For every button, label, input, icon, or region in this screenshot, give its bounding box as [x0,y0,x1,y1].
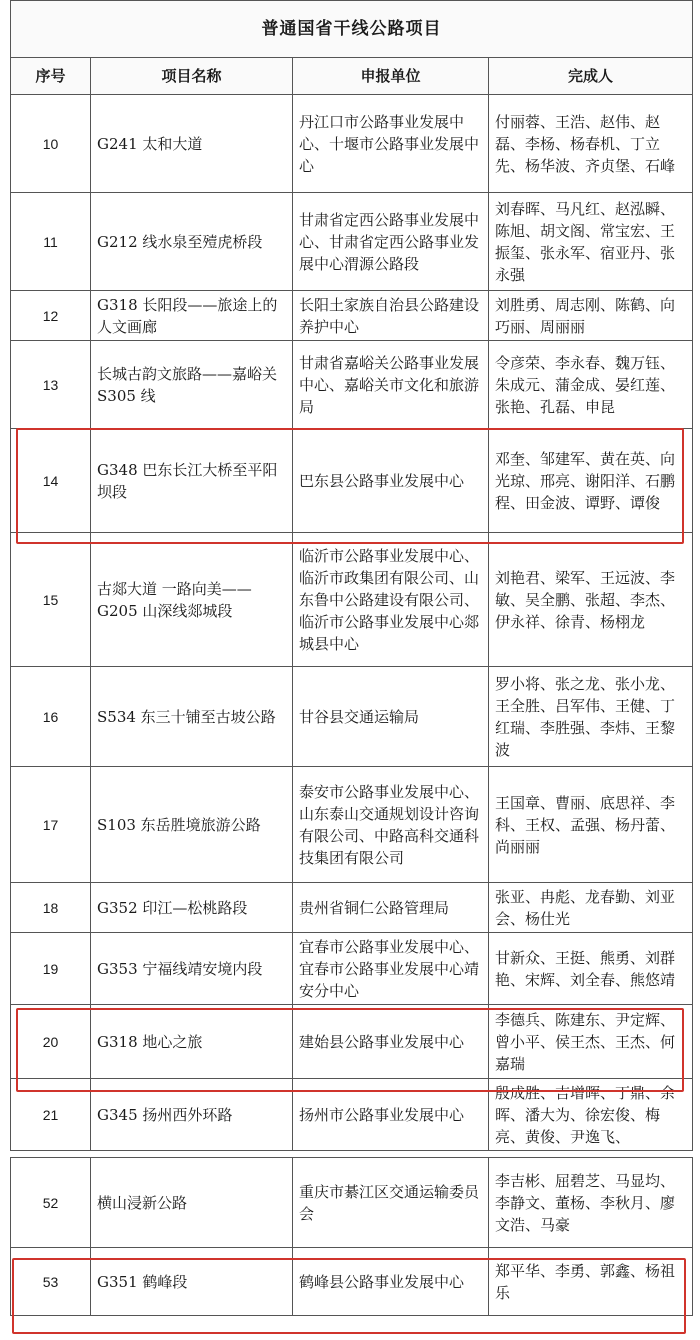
header-name: 项目名称 [91,58,293,95]
cell-no: 52 [11,1158,91,1248]
cell-people: 罗小将、张之龙、张小龙、王全胜、吕军伟、王健、丁红瑞、李胜强、李炜、王黎波 [489,667,693,767]
table-row [11,1158,693,1248]
cell-people: 王国章、曹丽、底思祥、李科、王权、孟强、杨丹蕾、尚丽丽 [489,767,693,883]
cell-unit: 鹤峰县公路事业发展中心 [293,1248,489,1316]
cell-people: 刘胜勇、周志刚、陈鹤、向巧丽、周丽丽 [489,291,693,341]
cell-no: 19 [11,933,91,1005]
cell-unit: 甘肃省定西公路事业发展中心、甘肃省定西公路事业发展中心渭源公路段 [293,193,489,291]
cell-people: 李德兵、陈建东、尹定辉、曾小平、侯王杰、王杰、何嘉瑞 [489,1005,693,1079]
table-row [11,1005,693,1079]
cell-people: 付丽蓉、王浩、赵伟、赵磊、李杨、杨春机、丁立先、杨华波、齐贞堡、石峰 [489,95,693,193]
cell-no: 12 [11,291,91,341]
cell-name: G241 太和大道 [91,95,293,193]
table-row [11,883,693,933]
cell-unit: 建始县公路事业发展中心 [293,1005,489,1079]
cell-no: 14 [11,429,91,533]
cell-name: G351 鹤峰段 [91,1248,293,1316]
cell-no: 21 [11,1079,91,1151]
cell-unit: 临沂市公路事业发展中心、临沂市政集团有限公司、山东鲁中公路建设有限公司、临沂市公路事业发展中心郯城县中心 [293,533,489,667]
table-row [11,667,693,767]
cell-no: 53 [11,1248,91,1316]
cell-people: 邓奎、邹建军、黄在英、向光琼、邢亮、谢阳洋、石鹏程、田金波、谭野、谭俊 [489,429,693,533]
cell-name: 长城古韵文旅路——嘉峪关 S305 线 [91,341,293,429]
cell-name: G348 巴东长江大桥至平阳坝段 [91,429,293,533]
cell-people: 甘新众、王挺、熊勇、刘群艳、宋辉、刘全春、熊悠靖 [489,933,693,1005]
table-row [11,95,693,193]
cell-name: 横山浸新公路 [91,1158,293,1248]
project-sheet [10,0,692,1316]
cell-people: 李吉彬、屈碧芝、马显均、李静文、董杨、李秋月、廖文浩、马豪 [489,1158,693,1248]
cell-no: 13 [11,341,91,429]
cell-no: 17 [11,767,91,883]
table-row [11,193,693,291]
cell-no: 10 [11,95,91,193]
cell-no: 16 [11,667,91,767]
header-unit: 申报单位 [293,58,489,95]
cell-people: 刘艳君、梁军、王远波、李敏、吴全鹏、张超、李杰、伊永祥、徐青、杨栩龙 [489,533,693,667]
cell-name: G345 扬州西外环路 [91,1079,293,1151]
table-row [11,429,693,533]
cell-people: 刘春晖、马凡红、赵泓瞬、陈旭、胡文阁、常宝宏、王振玺、张永军、宿亚丹、张永强 [489,193,693,291]
project-table [10,0,693,1316]
table-row [11,291,693,341]
cell-people: 殷成胜、吉增晖、丁鼎、余晖、潘大为、徐宏俊、梅亮、黄俊、尹逸飞、 [489,1079,693,1151]
table-row [11,1248,693,1316]
cell-no: 11 [11,193,91,291]
cell-unit: 重庆市綦江区交通运输委员会 [293,1158,489,1248]
cell-unit: 宜春市公路事业发展中心、宜春市公路事业发展中心靖安分中心 [293,933,489,1005]
cell-no: 20 [11,1005,91,1079]
cell-unit: 扬州市公路事业发展中心 [293,1079,489,1151]
cell-unit: 巴东县公路事业发展中心 [293,429,489,533]
cell-name: 古郯大道 一路向美——G205 山深线郯城段 [91,533,293,667]
cell-people: 郑平华、李勇、郭鑫、杨祖乐 [489,1248,693,1316]
table-row [11,1079,693,1151]
cell-unit: 泰安市公路事业发展中心、山东泰山交通规划设计咨询有限公司、中路高科交通科技集团有限公司 [293,767,489,883]
cell-unit: 贵州省铜仁公路管理局 [293,883,489,933]
cell-name: G318 长阳段——旅途上的人文画廊 [91,291,293,341]
cell-name: G352 印江—松桃路段 [91,883,293,933]
header-row [11,58,693,95]
cell-no: 18 [11,883,91,933]
table-row [11,767,693,883]
cell-name: S534 东三十铺至古坡公路 [91,667,293,767]
table-row [11,933,693,1005]
table-row [11,341,693,429]
table-title: 普通国省干线公路项目 [11,1,693,58]
section-gap [11,1151,693,1158]
table-row [11,533,693,667]
cell-name: S103 东岳胜境旅游公路 [91,767,293,883]
cell-name: G212 线水泉至殪虎桥段 [91,193,293,291]
cell-people: 张亚、冉彪、龙春勤、刘亚会、杨仕光 [489,883,693,933]
cell-name: G353 宁福线靖安境内段 [91,933,293,1005]
cell-unit: 甘谷县交通运输局 [293,667,489,767]
cell-no: 15 [11,533,91,667]
header-people: 完成人 [489,58,693,95]
header-no: 序号 [11,58,91,95]
cell-people: 令彦荣、李永春、魏万钰、朱成元、蒲金成、晏红莲、张艳、孔磊、申昆 [489,341,693,429]
cell-unit: 丹江口市公路事业发展中心、十堰市公路事业发展中心 [293,95,489,193]
cell-unit: 甘肃省嘉峪关公路事业发展中心、嘉峪关市文化和旅游局 [293,341,489,429]
cell-name: G318 地心之旅 [91,1005,293,1079]
cell-unit: 长阳土家族自治县公路建设养护中心 [293,291,489,341]
